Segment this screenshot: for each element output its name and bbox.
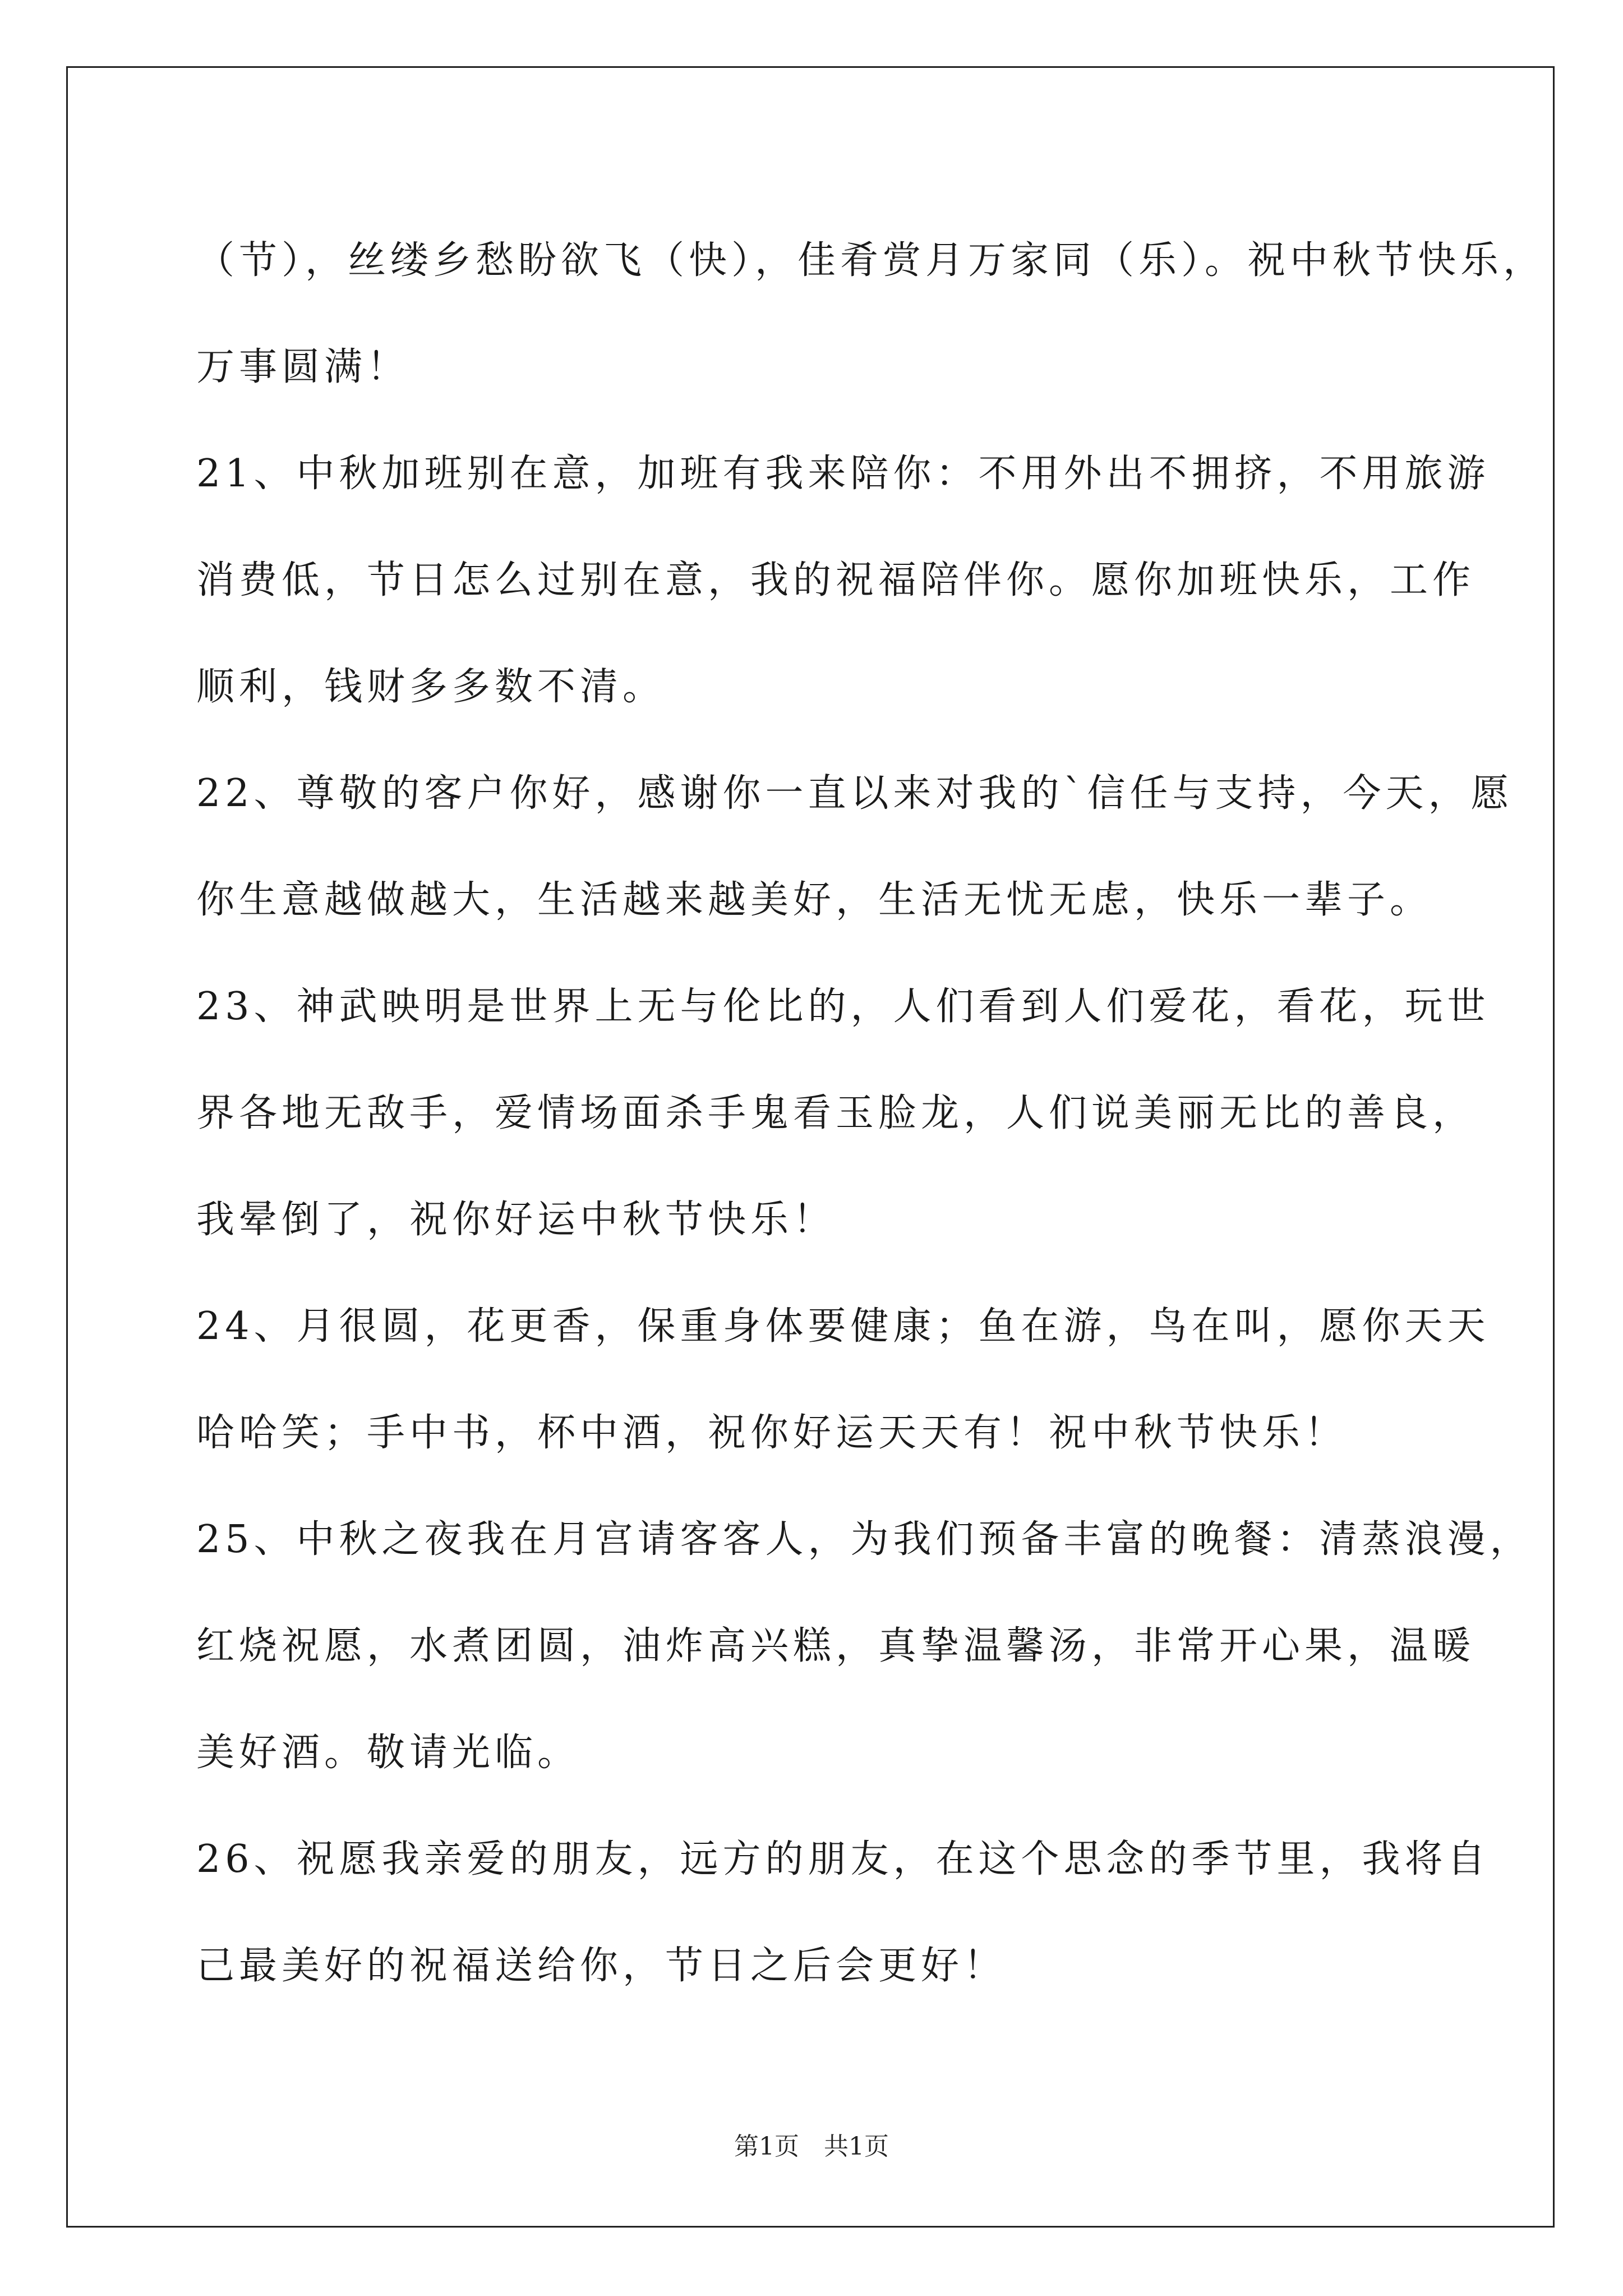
text-line: 我晕倒了，祝你好运中秋节快乐！ — [196, 1198, 836, 1242]
text-line: 22、尊敬的客户你好，感谢你一直以来对我的`信任与支持，今天，愿 — [196, 771, 1514, 816]
text-line: 哈哈笑；手中书，杯中酒，祝你好运天天有！祝中秋节快乐！ — [196, 1411, 1348, 1455]
text-line: 23、神武映明是世界上无与伦比的，人们看到人们爱花，看花，玩世 — [196, 984, 1490, 1029]
text-line: 26、祝愿我亲爱的朋友，远方的朋友，在这个思念的季节里，我将自 — [196, 1837, 1490, 1881]
text-line: 己最美好的祝福送给你，节日之后会更好！ — [196, 1944, 1007, 1988]
text-line: 消费低，节日怎么过别在意，我的祝福陪伴你。愿你加班快乐，工作 — [196, 558, 1476, 602]
text-line: 美好酒。敬请光临。 — [196, 1731, 580, 1775]
text-line: 万事圆满！ — [196, 345, 410, 389]
text-line: 顺利，钱财多多数不清。 — [196, 665, 666, 709]
text-line: 24、月很圆，花更香，保重身体要健康；鱼在游，鸟在叫，愿你天天 — [196, 1304, 1490, 1349]
page-footer: 第1页 共1页 — [734, 2132, 889, 2161]
text-line: 25、中秋之夜我在月宫请客客人，为我们预备丰富的晚餐：清蒸浪漫， — [196, 1517, 1533, 1562]
text-line: 21、中秋加班别在意，加班有我来陪你：不用外出不拥挤，不用旅游 — [196, 452, 1490, 496]
document-body — [196, 208, 1546, 2019]
text-line: （节），丝缕乡愁盼欲飞（快），佳肴赏月万家同（乐）。祝中秋节快乐， — [196, 238, 1546, 283]
text-line: 界各地无敌手，爱情场面杀手鬼看玉脸龙，人们说美丽无比的善良， — [196, 1091, 1476, 1135]
text-line: 你生意越做越大，生活越来越美好，生活无忧无虑，快乐一辈子。 — [196, 878, 1433, 922]
text-line: 红烧祝愿，水煮团圆，油炸高兴糕，真挚温馨汤，非常开心果，温暖 — [196, 1624, 1476, 1668]
